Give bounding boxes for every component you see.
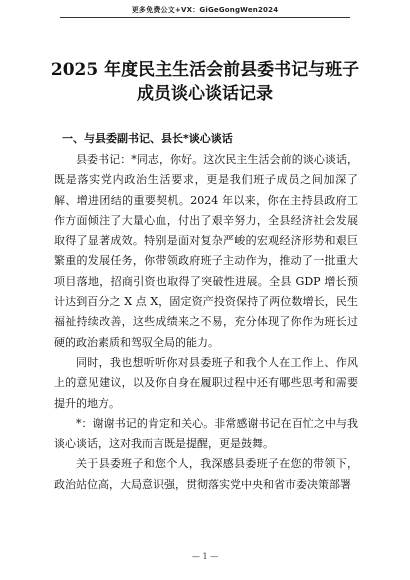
document-body bbox=[54, 150, 358, 495]
section-heading: 一、与县委副书记、县长*谈心谈话 bbox=[62, 132, 233, 145]
header-divider bbox=[60, 17, 350, 18]
title-line-1: 2025 年度民主生活会前县委书记与班子 bbox=[50, 60, 360, 80]
title-line-2: 成员谈心谈话记录 bbox=[137, 84, 273, 104]
page-number: — 1 — bbox=[191, 552, 219, 561]
document-title bbox=[0, 58, 410, 106]
paragraph: 县委书记：*同志，你好。这次民主生活会前的谈心谈话，既是落实党内政治生活要求，更是我们班子成员之间加深了解、增进团结的重要契机。2024 年以来，你在主持县政府工作方面倾注了大量心血，付出了艰辛努力，全县经济社会发展取得了显著成效。特别是面对复杂严峻的宏观经济形势和艰巨繁重的发展任务，你带领政府班子主动作为，推动了一批重大项目落地，招商引资也取得了突破性进展。全县 GDP 增长预计达到百分之 X 点 X，固定资产投资保持了两位数增长，民生福祉持续改善，这些成绩来之不易，充分体现了你作为班长过硬的政治素质和驾驭全局的能力。 bbox=[54, 153, 358, 349]
paragraph: 关于县委班子和您个人，我深感县委班子在您的带领下，政治站位高，大局意识强，贯彻落实党中央和省市委决策部署 bbox=[54, 457, 358, 491]
paragraph: *：谢谢书记的肯定和关心。非常感谢书记在百忙之中与我谈心谈话，这对我而言既是提醒，更是鼓舞。 bbox=[54, 416, 358, 451]
paragraph: 同时，我也想听听你对县委班子和我个人在工作上、作风上的意见建议，以及你自身在履职过程中还有哪些思考和需要提升的地方。 bbox=[54, 355, 358, 410]
header-watermark: 更多免费公文+VX：GiGeGongWen2024 bbox=[131, 6, 279, 14]
